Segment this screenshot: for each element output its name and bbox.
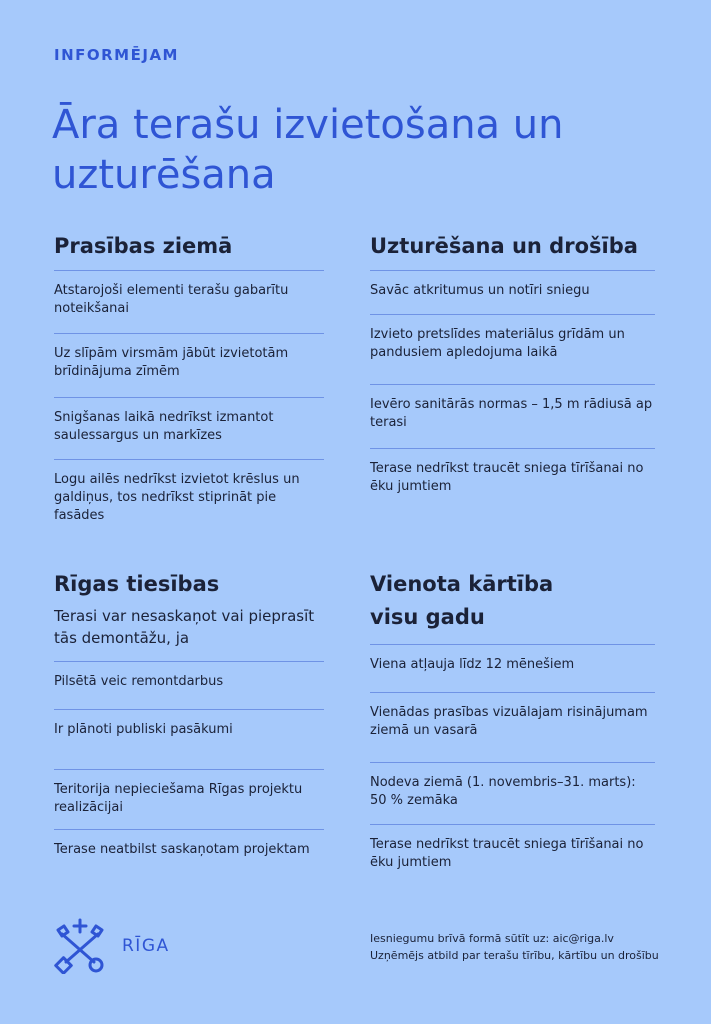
page-title: Āra terašu izvietošana un uzturēšana: [52, 102, 564, 198]
section-rights: [54, 568, 324, 885]
section-maintenance: [370, 230, 655, 508]
footer-line-contact: Iesniegumu brīvā formā sūtīt uz: aic@riga.lv: [370, 932, 614, 945]
list-item: Savāc atkritumus un notīri sniegu: [370, 270, 655, 314]
yearround-list: [370, 644, 655, 880]
list-item: Snigšanas laikā nedrīkst izmantot saulessargus un markīzes: [54, 397, 324, 459]
list-item: Pilsētā veic remontdarbus: [54, 661, 324, 709]
list-item: Vienādas prasības vizuālajam risinājumam ziemā un vasarā: [370, 692, 655, 762]
list-item: Terase nedrīkst traucēt sniega tīrīšanai no ēku jumtiem: [370, 824, 655, 880]
footer-line-responsibility: Uzņēmējs atbild par terašu tīrību, kārtību un drošību: [370, 949, 659, 962]
list-item: Nodeva ziemā (1. novembris–31. marts): 50 % zemāka: [370, 762, 655, 824]
footer-info: [370, 930, 670, 964]
section-winter: [54, 230, 324, 539]
section-title: Vienota kārtība visu gadu: [370, 572, 554, 629]
winter-list: [54, 270, 324, 539]
section-subtitle: Terasi var nesaskaņot vai pieprasīt tās demontāžu, ja: [54, 607, 315, 647]
section-title: Prasības ziemā: [54, 234, 233, 258]
list-item: Teritorija nepieciešama Rīgas projektu realizācijai: [54, 769, 324, 829]
logo-text: RĪGA: [122, 936, 170, 956]
list-item: Ir plānoti publiski pasākumi: [54, 709, 324, 769]
riga-crossed-keys-icon: [52, 918, 108, 974]
list-item: Ievēro sanitārās normas – 1,5 m rādiusā ap terasi: [370, 384, 655, 448]
list-item: Viena atļauja līdz 12 mēnešiem: [370, 644, 655, 692]
maintenance-list: [370, 270, 655, 508]
list-item: Logu ailēs nedrīkst izvietot krēslus un galdiņus, tos nedrīkst stiprināt pie fasādes: [54, 459, 324, 539]
list-item: Uz slīpām virsmām jābūt izvietotām brīdinājuma zīmēm: [54, 333, 324, 397]
section-title: Rīgas tiesības: [54, 572, 220, 596]
list-item: Terase nedrīkst traucēt sniega tīrīšanai no ēku jumtiem: [370, 448, 655, 508]
list-item: Izvieto pretslīdes materiālus grīdām un pandusiem apledojuma laikā: [370, 314, 655, 384]
eyebrow-label: INFORMĒJAM: [54, 46, 179, 64]
section-yearround: [370, 568, 655, 880]
rights-list: [54, 661, 324, 885]
list-item: Atstarojoši elementi terašu gabarītu noteikšanai: [54, 270, 324, 333]
section-title: Uzturēšana un drošība: [370, 234, 638, 258]
list-item: Terase neatbilst saskaņotam projektam: [54, 829, 324, 885]
riga-logo: [52, 918, 170, 974]
